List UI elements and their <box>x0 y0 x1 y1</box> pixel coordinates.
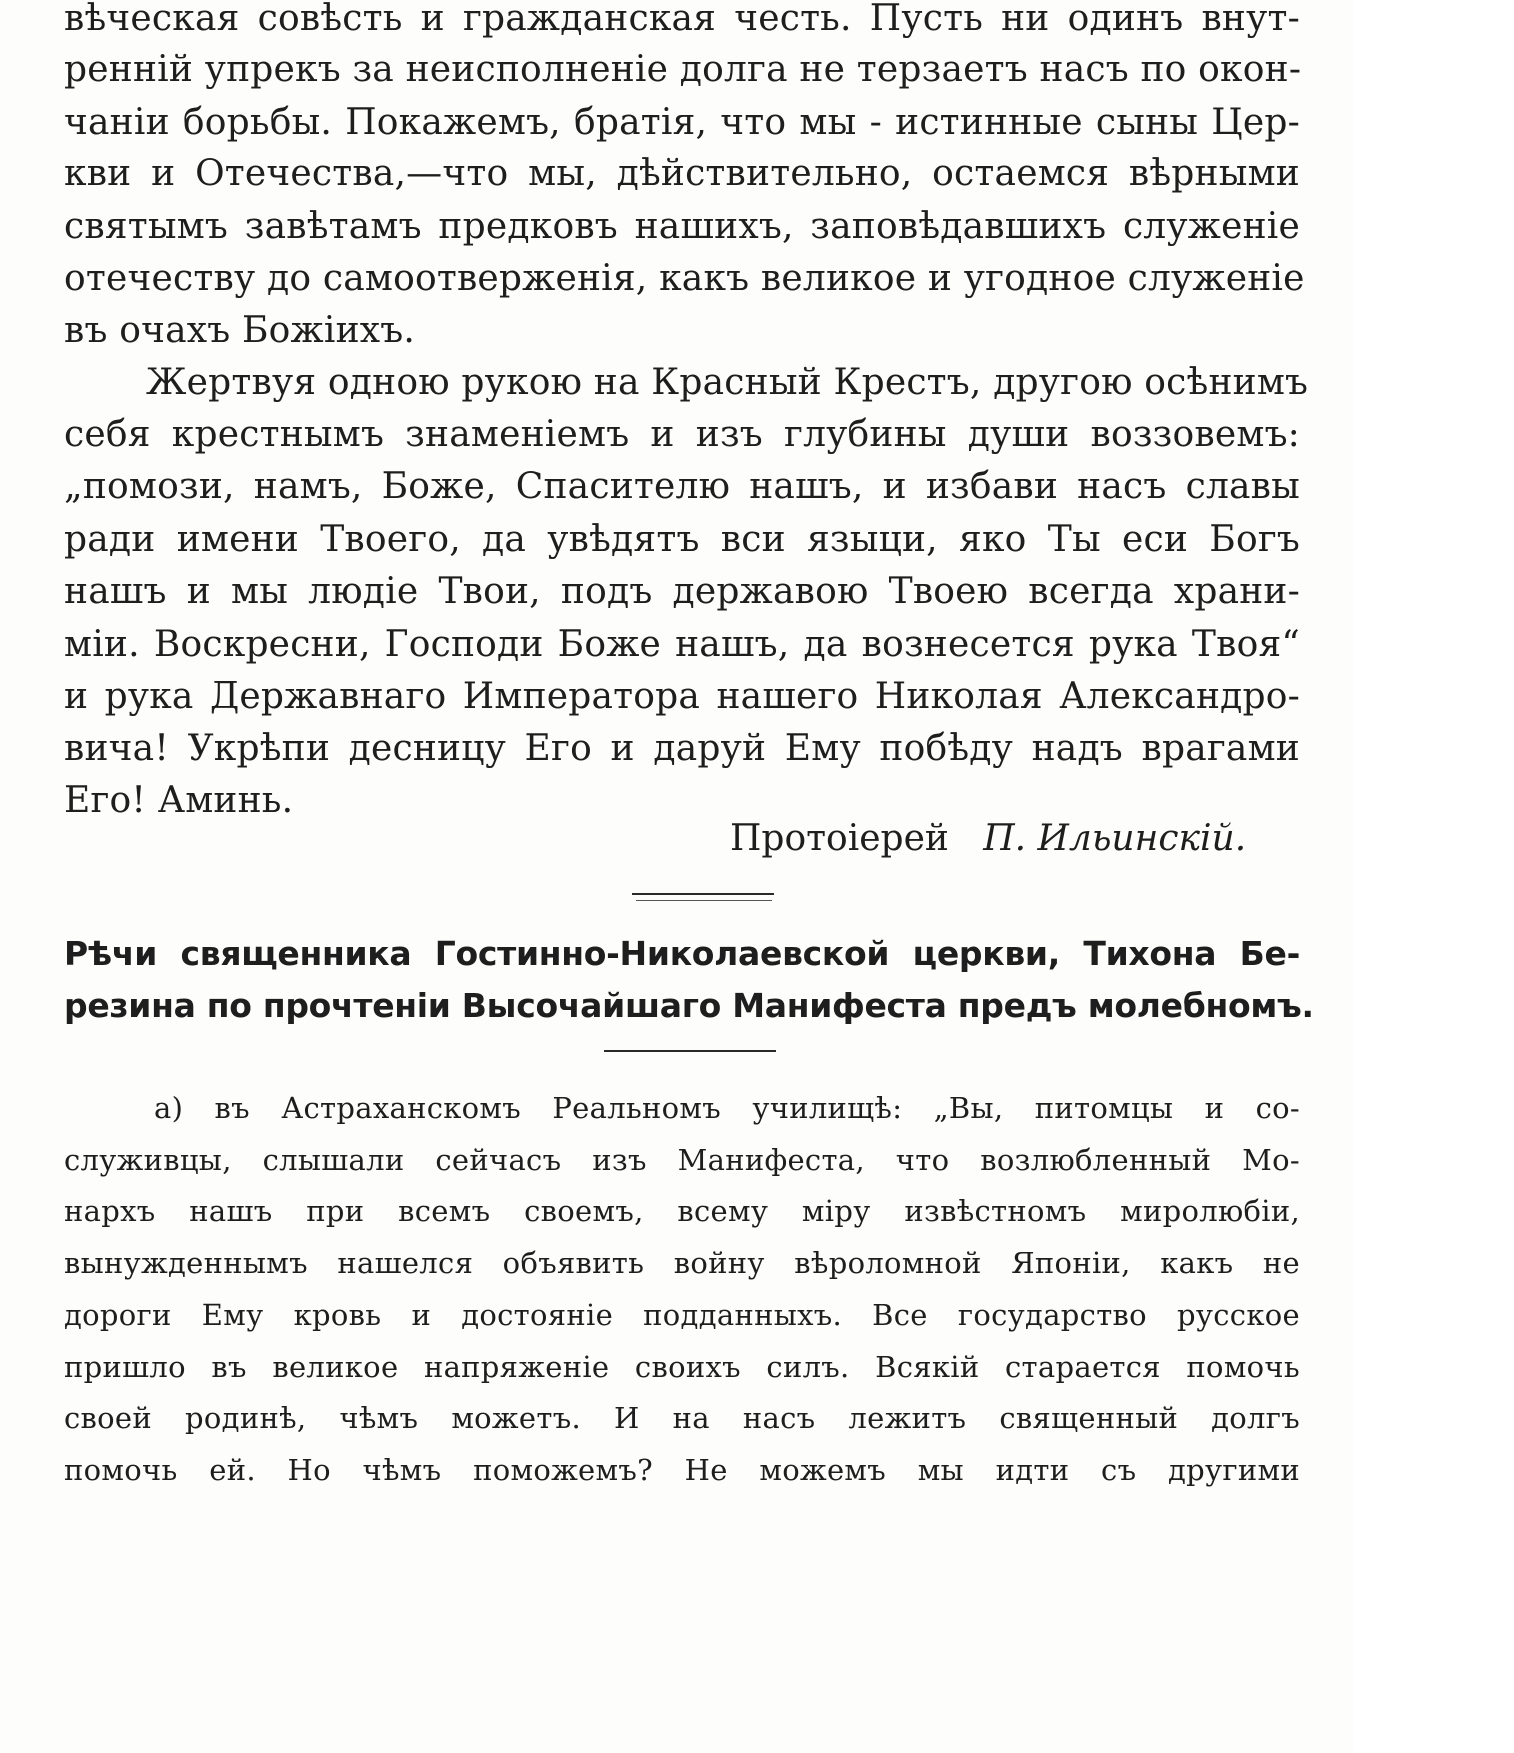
heading-line: Рѣчи священника Гостинно-Николаевской церкви, Тихона Бе- <box>64 934 1300 973</box>
text-line: служивцы, слышали сейчасъ изъ Манифеста, что возлюбленный Мо- <box>64 1143 1300 1177</box>
text-line: чаніи борьбы. Покажемъ, братія, что мы - истинные сыны Цер- <box>64 102 1300 143</box>
text-line: міи. Воскресни, Господи Боже нашъ, да вознесется рука Твоя“ <box>64 624 1300 665</box>
page-margin <box>1354 0 1514 1753</box>
text-line: а) въ Астраханскомъ Реальномъ училищѣ: „Вы, питомцы и со- <box>154 1091 1300 1125</box>
text-line: ренній упрекъ за неисполненіе долга не терзаетъ насъ по окон- <box>64 49 1302 90</box>
text-line: вѣческая совѣсть и гражданская честь. Пусть ни одинъ внут- <box>64 0 1300 39</box>
text-line: своей родинѣ, чѣмъ можетъ. И на насъ лежитъ священный долгъ <box>64 1401 1300 1435</box>
separator-rule <box>636 900 772 901</box>
text-line: Жертвуя одною рукою на Красный Крестъ, другою осѣнимъ <box>146 362 1309 403</box>
text-line: Его! Аминь. <box>64 780 294 821</box>
separator-rule <box>632 893 774 895</box>
text-line: святымъ завѣтамъ предковъ нашихъ, заповѣдавшихъ служеніе <box>64 206 1300 247</box>
text-line: нархъ нашъ при всемъ своемъ, всему міру извѣстномъ миролюбіи, <box>64 1194 1300 1228</box>
text-line: пришло въ великое напряженіе своихъ силъ. Всякій старается помочь <box>64 1350 1300 1384</box>
text-line: дороги Ему кровь и достояніе подданныхъ. Все государство русское <box>64 1298 1300 1332</box>
signature-title: Протоіерей <box>730 818 949 859</box>
signature-name: П. Ильинскій. <box>983 818 1247 859</box>
text-line: нашъ и мы людіе Твои, подъ державою Твоею всегда храни- <box>64 571 1300 612</box>
text-line: себя крестнымъ знаменіемъ и изъ глубины души воззовемъ: <box>64 414 1300 455</box>
heading-line: резина по прочтеніи Высочайшаго Манифеста предъ молебномъ. <box>64 986 1314 1025</box>
text-line: помочь ей. Но чѣмъ поможемъ? Не можемъ мы идти съ другими <box>64 1453 1300 1487</box>
text-line: вынужденнымъ нашелся объявить войну вѣроломной Японіи, какъ не <box>64 1246 1300 1280</box>
text-line: ради имени Твоего, да увѣдятъ вси языци, яко Ты еси Богъ <box>64 519 1300 560</box>
text-line: вича! Укрѣпи десницу Его и даруй Ему побѣду надъ врагами <box>64 728 1300 769</box>
text-line: „помози, намъ, Боже, Спасителю нашъ, и избави насъ славы <box>64 466 1300 507</box>
text-line: и рука Державнаго Императора нашего Николая Александро- <box>64 676 1300 717</box>
text-line: отечеству до самоотверженія, какъ великое и угодное служеніе <box>64 258 1305 299</box>
text-line: кви и Отечества,—что мы, дѣйствительно, остаемся вѣрными <box>64 153 1300 194</box>
text-line: въ очахъ Божіихъ. <box>64 310 416 351</box>
separator-rule <box>604 1050 776 1052</box>
signature <box>730 812 1246 866</box>
